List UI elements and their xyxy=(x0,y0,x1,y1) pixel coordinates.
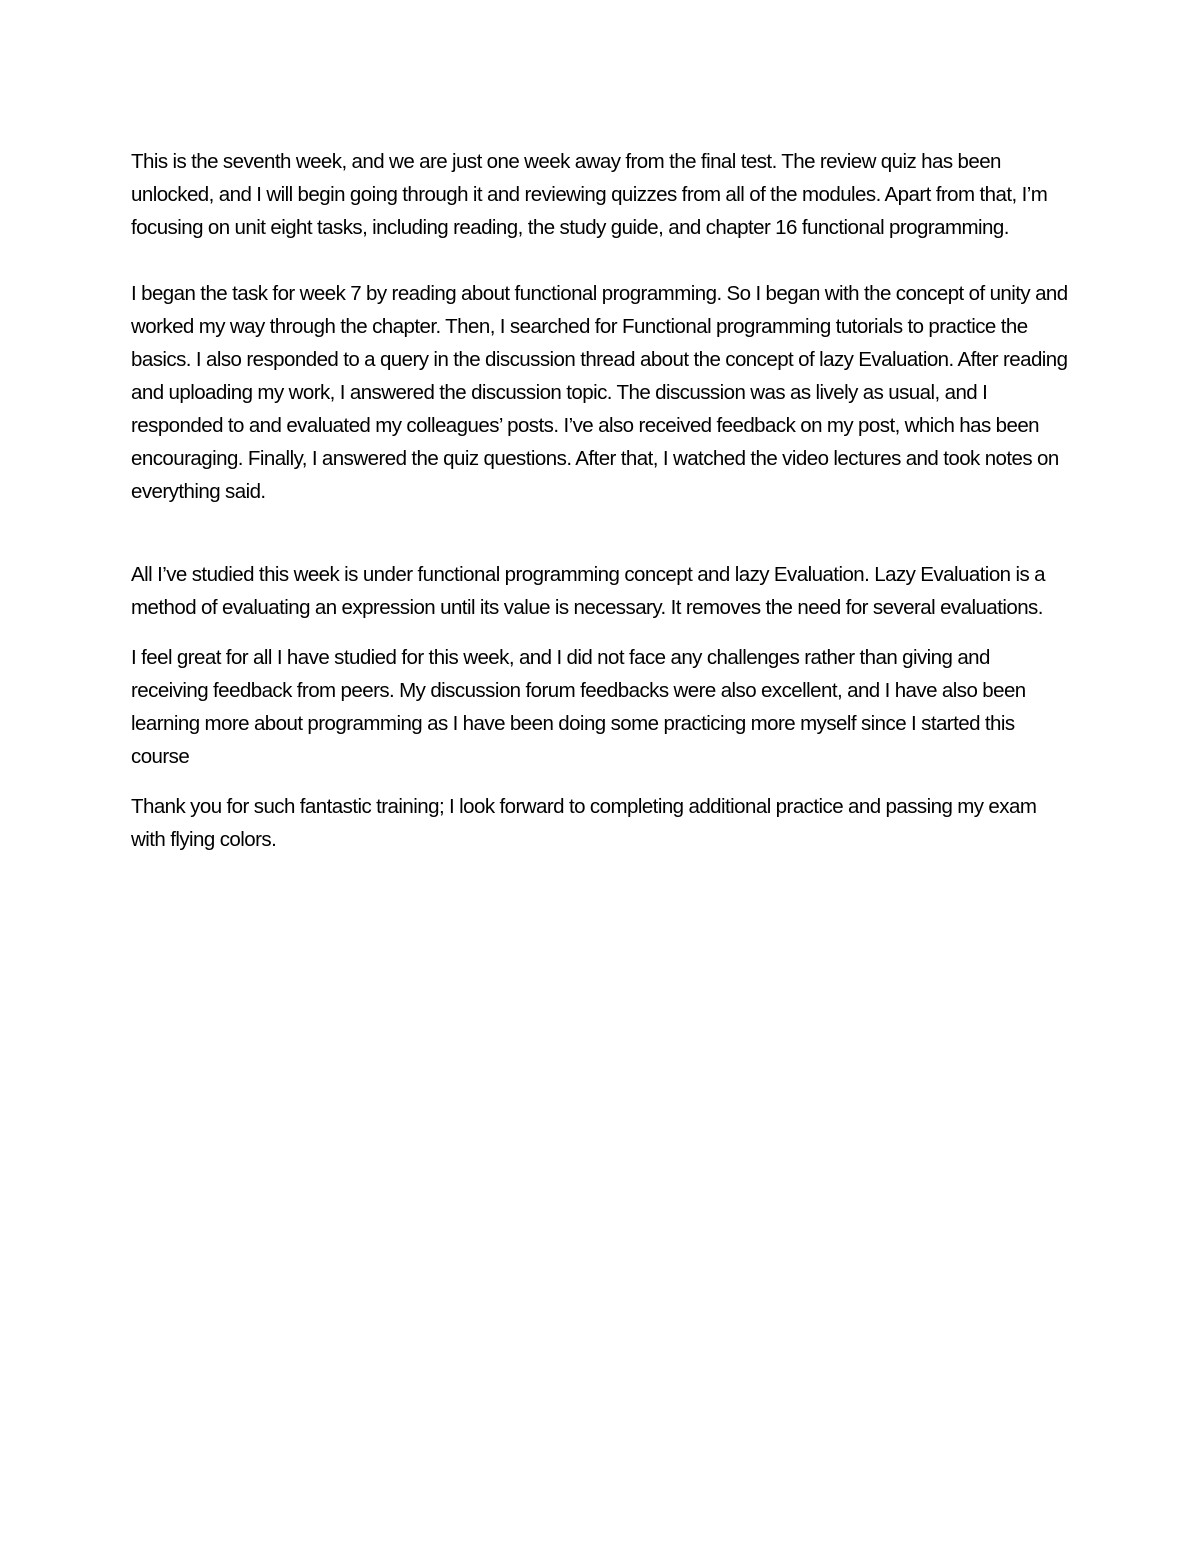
document-body xyxy=(131,145,1071,856)
paragraph-week-overview: This is the seventh week, and we are just one week away from the final test. The review quiz has been unlocked, and I will begin going through it and reviewing quizzes from all of the modules. Apart from that, I’m focusing on unit eight tasks, including reading, the study guide, and chapter 16 functional programming. xyxy=(131,150,1048,239)
paragraph-closing: Thank you for such fantastic training; I look forward to completing additional practice and passing my exam with flying colors. xyxy=(131,795,1037,851)
paragraph-week-activities: I began the task for week 7 by reading about functional programming. So I began with the concept of unity and worked my way through the chapter. Then, I searched for Functional programming tutorials to practice the basics. I also responded to a query in the discussion thread about the concept of lazy Evaluation. After reading and uploading my work, I answered the discussion topic. The discussion was as lively as usual, and I responded to and evaluated my colleagues’ posts. I’ve also received feedback on my post, which has been encouraging. Finally, I answered the quiz questions. After that, I watched the video lectures and took notes on everything said. xyxy=(131,282,1068,503)
paragraph-lazy-evaluation: All I’ve studied this week is under functional programming concept and lazy Evaluation. Lazy Evaluation is a method of evaluating an expression until its value is necessary. It removes the need for several evaluations. xyxy=(131,563,1045,619)
paragraph-reflection: I feel great for all I have studied for this week, and I did not face any challenges rather than giving and receiving feedback from peers. My discussion forum feedbacks were also excellent, and I have also been learning more about programming as I have been doing some practicing more myself since I started this course xyxy=(131,646,1026,768)
